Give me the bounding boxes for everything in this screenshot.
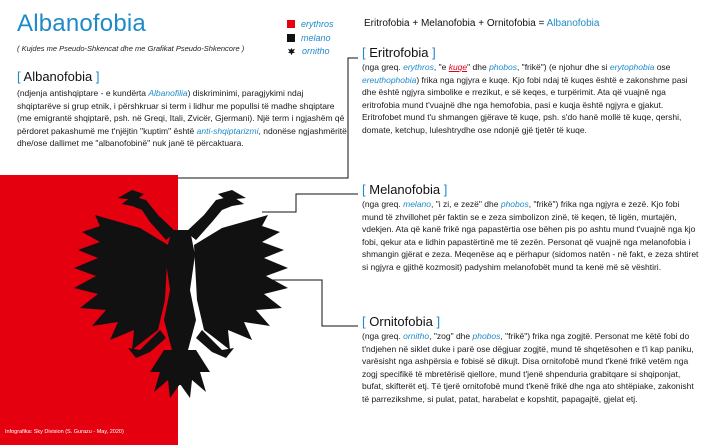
text: , "frikë") frika nga ngjyra e zezë. Kjo fobi mund të zhvillohet për faktin se e zeza simbolizon zinë, të keqen, të ligën, murtajën, vdekjen. Ata që kanë frikë nga papastërtia ose bëhen pis po ashtu mund t'vuajnë nga kjo fobi, qekur ata e lidhin papastërtinë me të zezën. Personat që vuajnë nga melanofobia i shmangin gjërat e zeza. Meqenëse aq e përhapur (sidomos natën - në fakt, e zeza shtiret si ngjyra e gjithë kozmosit) padyshim melanofobët mund ta kenë më së vështiri. bbox=[362, 199, 699, 272]
page-title: Albanofobia bbox=[17, 10, 146, 37]
section-title-text: Eritrofobia bbox=[369, 45, 429, 60]
term: ereuthophobia bbox=[362, 74, 417, 85]
legend-label: ornitho bbox=[302, 46, 330, 56]
term-red: kuqe bbox=[448, 62, 468, 72]
section-title: [ Melanofobia ] bbox=[362, 182, 448, 197]
text: ose bbox=[654, 62, 671, 72]
equation-parts: Eritrofobia + Melanofobia + Ornitofobia = bbox=[364, 18, 547, 29]
section-title: [ Eritrofobia ] bbox=[362, 45, 436, 60]
text: , "frikë") (e njohur dhe si bbox=[516, 62, 610, 72]
term: erytophobia bbox=[609, 62, 655, 72]
text: (nga greq. bbox=[362, 331, 404, 341]
text: , "frikë") frika nga zogjtë. Personat me këtë fobi do t'ndjehen në siklet duke i parë ose dëgjuar zogjtë, mund të shqetësohen e t'i kap paniku, varësisht nga ashpërsia e fobisë së dikujt. Disa ornitofobë mund t'kenë frikë vetëm nga zogj specifikë të mbretërisë qiellore, mund t'jenë shpenduria grabitqare si shqiponjat, bufat, skifterët etj. Të tjerë ornitofobë mund t'kenë frikë dhe nga ato shtëpiake, zakonisht të parrezikshme, si pulat, patat, harabelat e kopshtit, papagajtë, gjelat etj. bbox=[362, 331, 694, 404]
text: , "e bbox=[433, 62, 449, 72]
text: (nga greq. bbox=[362, 62, 404, 72]
text: ) frika nga ngjyra e kuqe. Kjo fobi ndaj të kuqes është e zakonshme pasi dhe është ngjyra simbolike e rrezikut, e së keqes, e turpërimit. Ata që vuajnë nga eritrofobia mund t'vuajnë dhe nga hemofobia, pasi e kuqja është ngjyra e gjakut. Eritrofobet mund t'u shmangen gjërave të kuqe, psh. s'do hanë mollë të kuqe, qershi, domate, ketchup, luleshtrydhe ose ndonjë gjë tjetër të kuqe. bbox=[362, 74, 688, 135]
term: anti-shqiptarizmi bbox=[196, 125, 259, 136]
text: " dhe bbox=[467, 62, 490, 72]
term: phobos bbox=[472, 331, 501, 341]
section-title: [ Albanofobia ] bbox=[17, 69, 100, 84]
section-title-text: Albanofobia bbox=[23, 69, 93, 84]
text: ) diskriminimi, paragjykimi ndaj shqiptarëve si grup etnik, i përshkruar si term i lidhur me popullsi të madhe shqiptare (me emigrantë shqiptarë, psh. në Greqi, Itali, Zvicër, Gjermani). Një term i ngjashëm që përdoret pakashumë me t'njëjtin "kuptim" është bbox=[17, 88, 345, 136]
double-headed-eagle-icon bbox=[74, 190, 288, 398]
text: , "i zi, e zezë" dhe bbox=[431, 199, 501, 209]
connector-melanofobia bbox=[262, 194, 358, 212]
term: Albanofilia bbox=[148, 88, 188, 98]
section-title-text: Ornitofobia bbox=[369, 314, 433, 329]
text: , ndonëse ngjashmëritë dhe/ose dallimet me "albanofobinë" nuk janë të përcaktuara. bbox=[17, 125, 347, 149]
legend-label: melano bbox=[301, 33, 331, 43]
term: phobos bbox=[500, 199, 529, 209]
credit-text: Infografika: Sky Division (S. Gurazu - May, 2020) bbox=[5, 429, 124, 435]
page-subtitle: ( Kujdes me Pseudo-Shkencat dhe me Grafikat Pseudo-Shkencore ) bbox=[17, 44, 245, 53]
term: melano bbox=[403, 199, 432, 209]
text: (ndjenja antishqiptare - e kundërta bbox=[17, 88, 149, 98]
connector-eritrofobia bbox=[178, 58, 358, 178]
term: ornitho bbox=[403, 331, 430, 341]
section-title: [ Ornitofobia ] bbox=[362, 314, 441, 329]
legend-label: erythros bbox=[301, 19, 334, 29]
equation-result: Albanofobia bbox=[546, 18, 600, 29]
text: (nga greq. bbox=[362, 199, 404, 209]
text: , "zog" dhe bbox=[429, 331, 473, 341]
section-title-text: Melanofobia bbox=[369, 182, 441, 197]
term: phobos bbox=[489, 62, 517, 72]
term: erythros bbox=[403, 62, 434, 72]
